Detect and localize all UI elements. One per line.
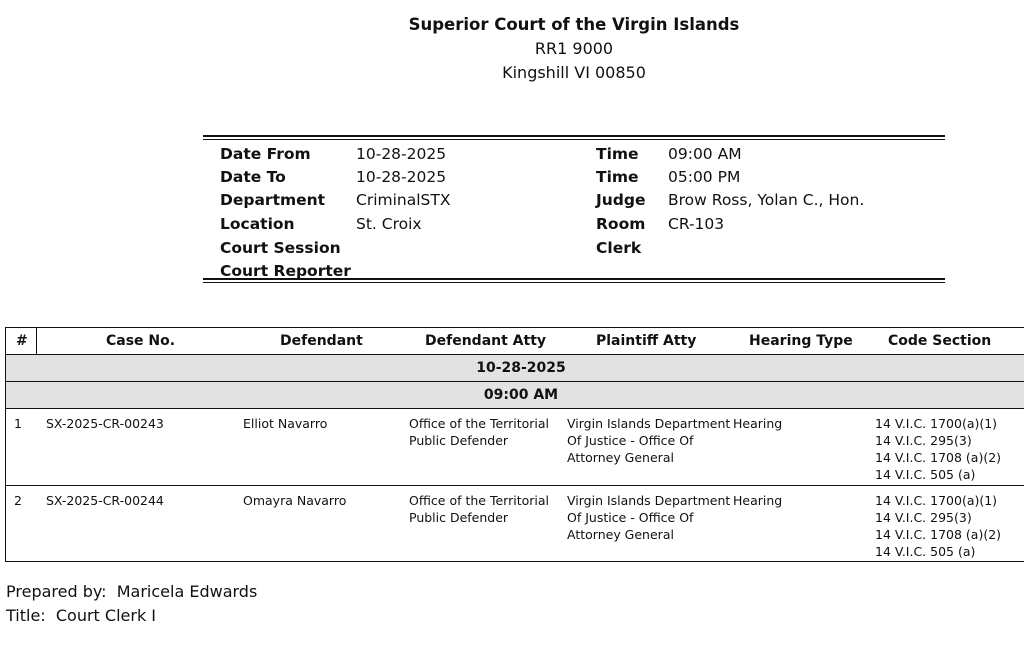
plaintiff-atty xyxy=(567,415,730,466)
date-to-value: 10-28-2025 xyxy=(356,168,447,186)
room-label: Room xyxy=(596,215,646,233)
time-from-value: 09:00 AM xyxy=(668,145,742,163)
prepared-by-label: Prepared by: xyxy=(6,582,107,601)
table-row xyxy=(6,486,1024,561)
title-label: Title: xyxy=(6,606,46,625)
title-value: Court Clerk I xyxy=(55,606,157,625)
clerk-label: Clerk xyxy=(596,239,642,257)
hearing-type: Hearing xyxy=(733,416,783,431)
date-to-label: Date To xyxy=(220,168,286,186)
footer xyxy=(6,580,257,628)
code-sections xyxy=(875,492,1001,560)
plaintiff-atty-line: Virgin Islands Department xyxy=(567,493,731,508)
location-value: St. Croix xyxy=(356,215,422,233)
court-reporter-label: Court Reporter xyxy=(220,262,351,280)
header-hearing-type: Hearing Type xyxy=(749,333,853,349)
code-section-line: 14 V.I.C. 1700(a)(1) xyxy=(875,493,998,508)
code-section-line: 14 V.I.C. 1700(a)(1) xyxy=(875,416,998,431)
header-code-section: Code Section xyxy=(888,333,992,349)
department-value: CriminalSTX xyxy=(356,191,451,209)
defendant-name: Omayra Navarro xyxy=(243,493,347,508)
header-number: # xyxy=(16,333,28,349)
time-to-label: Time xyxy=(596,168,639,186)
plaintiff-atty-line: Virgin Islands Department xyxy=(567,416,731,431)
hearing-type: Hearing xyxy=(733,493,783,508)
court-session-label: Court Session xyxy=(220,239,341,257)
defendant-atty-line: Office of the Territorial xyxy=(409,493,549,508)
plaintiff-atty xyxy=(567,492,730,543)
date-group-row: 10-28-2025 xyxy=(6,355,1024,382)
date-from-value: 10-28-2025 xyxy=(356,145,447,163)
plaintiff-atty-line: Of Justice - Office Of xyxy=(567,433,694,448)
code-section-line: 14 V.I.C. 1708 (a)(2) xyxy=(875,527,1002,542)
court-header xyxy=(0,12,1024,85)
header-defendant-atty: Defendant Atty xyxy=(425,333,547,349)
defendant-name: Elliot Navarro xyxy=(243,416,328,431)
plaintiff-atty-line: Attorney General xyxy=(567,450,674,465)
defendant-atty xyxy=(409,415,549,449)
hearing-table xyxy=(5,327,1024,562)
prepared-by-value: Maricela Edwards xyxy=(116,582,258,601)
time-from-label: Time xyxy=(596,145,639,163)
case-number-link[interactable]: SX-2025-CR-00244 xyxy=(46,493,164,508)
code-section-line: 14 V.I.C. 1708 (a)(2) xyxy=(875,450,1002,465)
code-section-line: 14 V.I.C. 295(3) xyxy=(875,433,972,448)
defendant-atty-line: Office of the Territorial xyxy=(409,416,549,431)
code-section-line: 14 V.I.C. 505 (a) xyxy=(875,467,976,482)
location-label: Location xyxy=(220,215,295,233)
date-from-label: Date From xyxy=(220,145,311,163)
time-group-row: 09:00 AM xyxy=(6,382,1024,409)
judge-label: Judge xyxy=(596,191,646,209)
plaintiff-atty-line: Of Justice - Office Of xyxy=(567,510,694,525)
info-grid xyxy=(203,140,945,278)
court-address-line-1: RR1 9000 xyxy=(534,39,614,58)
court-name: Superior Court of the Virgin Islands xyxy=(408,15,740,34)
plaintiff-atty-line: Attorney General xyxy=(567,527,674,542)
time-to-value: 05:00 PM xyxy=(668,168,741,186)
table-header-row xyxy=(6,328,1024,355)
title-line xyxy=(6,604,257,628)
prepared-by-line xyxy=(6,580,257,604)
department-label: Department xyxy=(220,191,326,209)
header-case-no: Case No. xyxy=(106,333,176,349)
code-section-line: 14 V.I.C. 295(3) xyxy=(875,510,972,525)
room-value: CR-103 xyxy=(668,215,725,233)
case-number-link[interactable]: SX-2025-CR-00243 xyxy=(46,416,164,431)
defendant-atty-line: Public Defender xyxy=(409,433,509,448)
table-row xyxy=(6,409,1024,486)
row-number: 2 xyxy=(14,493,22,508)
code-sections xyxy=(875,415,1001,483)
defendant-atty xyxy=(409,492,549,526)
row-number: 1 xyxy=(14,416,22,431)
defendant-atty-line: Public Defender xyxy=(409,510,509,525)
calendar-info-block xyxy=(203,135,945,283)
judge-value: Brow Ross, Yolan C., Hon. xyxy=(668,191,865,209)
code-section-line: 14 V.I.C. 505 (a) xyxy=(875,544,976,559)
header-defendant: Defendant xyxy=(280,333,363,349)
court-address-line-2: Kingshill VI 00850 xyxy=(502,63,646,82)
column-divider xyxy=(36,328,37,354)
header-plaintiff-atty: Plaintiff Atty xyxy=(596,333,697,349)
